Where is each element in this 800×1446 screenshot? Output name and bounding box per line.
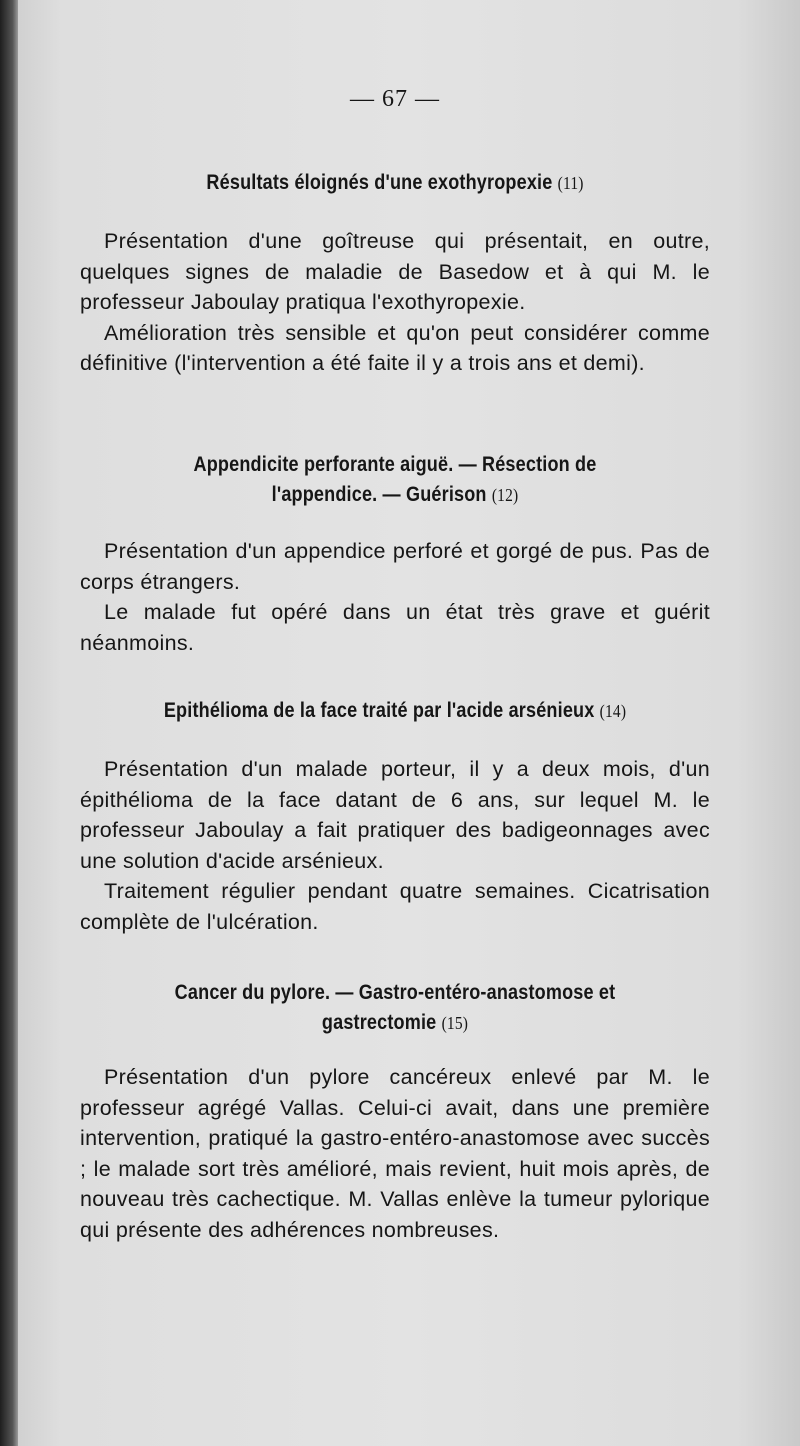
section-heading-exothyropexie xyxy=(124,168,666,198)
section-body-cancer-pylore xyxy=(80,1062,710,1245)
paragraph: Le malade fut opéré dans un état très grave et guérit néanmoins. xyxy=(80,600,710,655)
page-gutter-shadow xyxy=(0,0,18,1446)
section-title: Cancer du pylore. — Gastro-entéro-anastomose et gastrectomie xyxy=(174,981,616,1034)
paragraph: Traitement régulier pendant quatre semaines. Cicatrisation complète de l'ulcération. xyxy=(80,879,710,934)
section-title: Résultats éloignés d'une exothyropexie xyxy=(206,171,553,194)
paragraph: Amélioration très sensible et qu'on peut considérer comme définitive (l'intervention a été faite il y a trois ans et demi). xyxy=(80,320,710,375)
section-body-exothyropexie xyxy=(80,226,710,379)
paragraph: Présentation d'un appendice perforé et gorgé de pus. Pas de corps étrangers. xyxy=(80,539,710,594)
reference-number: (11) xyxy=(557,173,584,193)
section-title: Appendicite perforante aiguë. — Résection de l'appendice. — Guérison xyxy=(193,453,597,506)
section-body-appendicite xyxy=(80,536,710,658)
section-heading-epithelioma xyxy=(124,696,666,726)
paragraph: Présentation d'un malade porteur, il y a deux mois, d'un épithélioma de la face datant de 6 ans, sur lequel M. le professeur Jaboulay a fait pratiquer des badigeonnages avec une solution d'acide arsénieux. xyxy=(80,757,710,873)
page-number: — 67 — xyxy=(350,86,440,112)
paragraph: Présentation d'une goîtreuse qui présentait, en outre, quelques signes de maladie de Basedow et à qui M. le professeur Jaboulay pratiqua l'exothyropexie. xyxy=(80,229,710,314)
reference-number: (12) xyxy=(491,485,519,505)
section-title: Epithélioma de la face traité par l'acide arsénieux xyxy=(163,699,595,722)
reference-number: (15) xyxy=(441,1013,469,1033)
section-heading-cancer-pylore xyxy=(124,978,666,1038)
section-heading-appendicite xyxy=(124,450,666,510)
reference-number: (14) xyxy=(599,701,627,721)
section-body-epithelioma xyxy=(80,754,710,937)
paragraph: Présentation d'un pylore cancéreux enlevé par M. le professeur agrégé Vallas. Celui-ci avait, dans une première intervention, pratiqué la gastro-entéro-anastomose avec succès ; le malade sort très amélioré, mais revient, huit mois après, de nouveau très cachectique. M. Vallas enlève la tumeur pylorique qui présente des adhérences nombreuses. xyxy=(80,1065,710,1242)
